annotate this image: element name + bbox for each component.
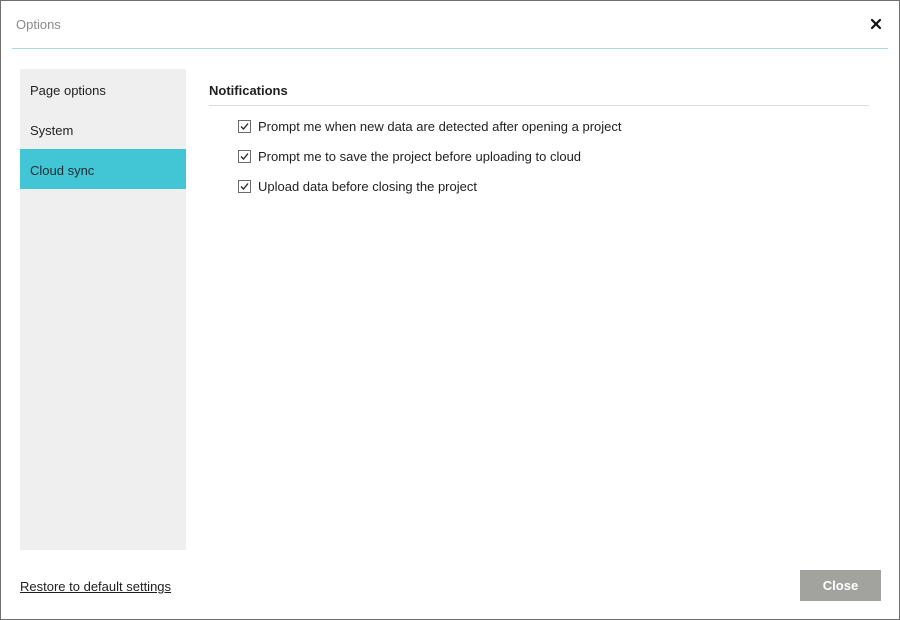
option-label: Prompt me when new data are detected after opening a project (258, 119, 622, 134)
checkbox[interactable] (238, 150, 251, 163)
sidebar-item-cloud-sync[interactable] (20, 149, 186, 189)
restore-defaults-link[interactable]: Restore to default settings (20, 579, 172, 594)
sidebar-item-page-options[interactable] (20, 69, 186, 109)
close-icon[interactable] (865, 13, 887, 35)
title-bar (1, 1, 899, 49)
option-label: Prompt me to save the project before uploading to cloud (258, 149, 582, 164)
option-label: Upload data before closing the project (258, 179, 477, 194)
sidebar (20, 69, 186, 550)
section-title: Notifications (209, 83, 288, 98)
checkbox[interactable] (238, 180, 251, 193)
title-divider (12, 48, 888, 49)
checkmark-icon (239, 181, 250, 192)
checkmark-icon (239, 151, 250, 162)
sidebar-item-label: Page options (30, 83, 106, 98)
window-title: Options (16, 17, 61, 32)
checkmark-icon (239, 121, 250, 132)
sidebar-item-label: System (30, 123, 74, 138)
close-button[interactable]: Close (800, 570, 881, 601)
section-divider (209, 105, 869, 106)
checkbox[interactable] (238, 120, 251, 133)
sidebar-item-label: Cloud sync (30, 163, 95, 178)
sidebar-item-system[interactable] (20, 109, 186, 149)
